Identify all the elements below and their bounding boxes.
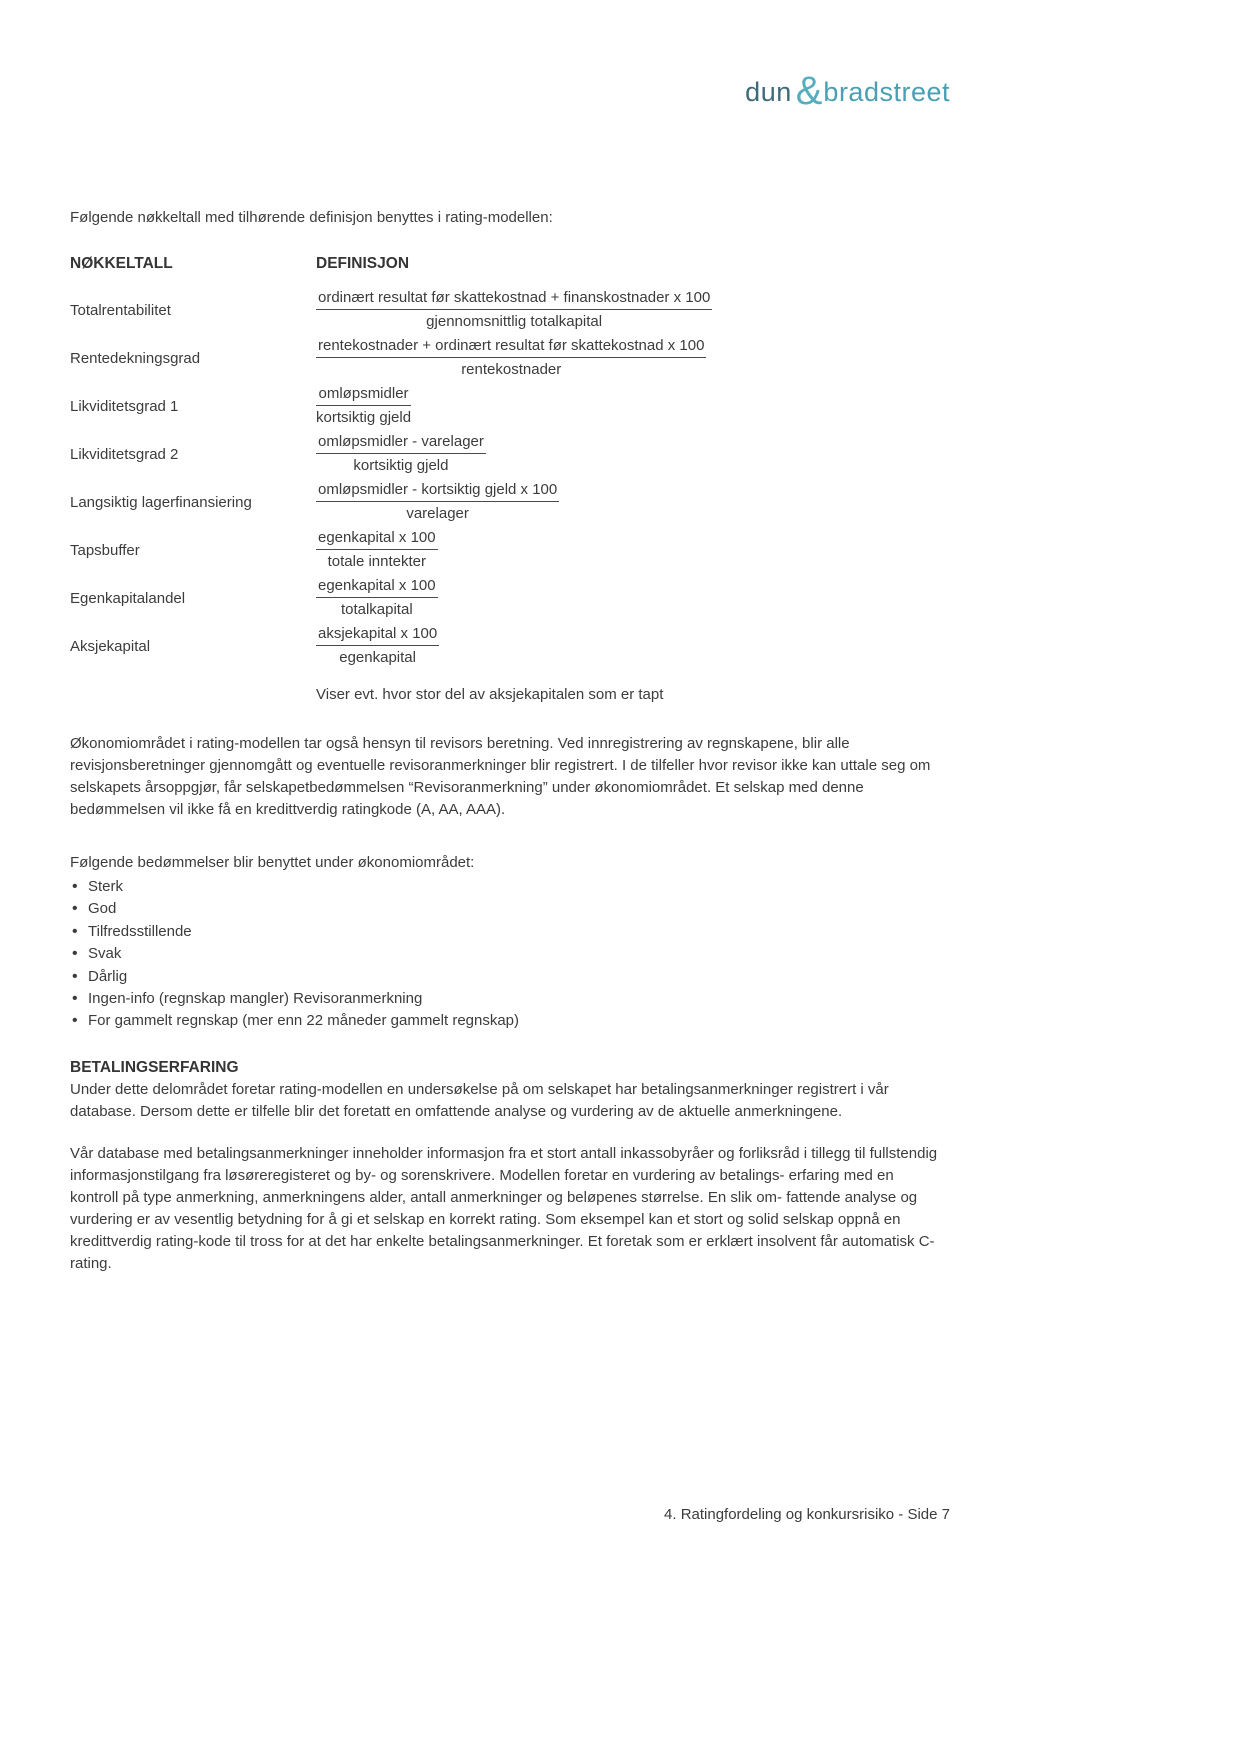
key-figures-table-header <box>70 255 941 273</box>
table-row <box>70 624 941 668</box>
fraction <box>316 384 411 428</box>
ratio-label: Totalrentabilitet <box>70 301 171 319</box>
table-header-definisjon: DEFINISJON <box>316 255 410 272</box>
fraction-numerator: egenkapital x 100 <box>316 528 438 550</box>
fraction <box>316 624 439 668</box>
list-item: • For gammelt regnskap (mer enn 22 måneder gammelt regnskap) <box>70 1010 941 1032</box>
list-item: • Dårlig <box>70 966 941 988</box>
fraction-numerator: omløpsmidler - varelager <box>316 432 486 454</box>
fraction-denominator: kortsiktig gjeld <box>316 409 412 426</box>
fraction-denominator: egenkapital <box>339 649 416 666</box>
list-item: • Tilfredsstillende <box>70 921 941 943</box>
betalingserfaring-paragraph-2: Vår database med betalingsanmerkninger inneholder informasjon fra et stort antall inkassobyråer og forliksråd i tillegg til fullstendig informasjonstilgang fra løsøreregisteret og by- og sorenskrivere. Modellen foretar en vurdering av betalings- erfaring med en kontroll på type anmerkning, anmerkningens alder, antall anmerkninger og beløpenes størrelse. En slik om- fattende analyse og vurdering er av vesentlig betydning for å gi et selskap en korrekt rating. Som eksempel kan et stort og solid selskap oppnå en kredittverdig rating-kode til tross for at det har enkelte betalingsanmerkninger. Et foretak som er erklært insolvent får automatisk C-rating. <box>70 1144 938 1272</box>
fraction-denominator: totalkapital <box>340 601 413 618</box>
fraction-numerator: ordinært resultat før skattekostnad + finanskostnader x 100 <box>316 288 712 310</box>
ratio-label: Egenkapitalandel <box>70 589 186 607</box>
fraction <box>316 528 438 572</box>
fraction <box>316 480 559 524</box>
logo-ampersand-icon: & <box>795 69 823 113</box>
fraction-denominator: gjennomsnittlig totalkapital <box>426 313 603 330</box>
ratio-label: Aksjekapital <box>70 637 151 655</box>
table-row <box>70 288 941 332</box>
ratio-label: Langsiktig lagerfinansiering <box>70 493 252 511</box>
table-row <box>70 336 941 380</box>
fraction-numerator: egenkapital x 100 <box>316 576 438 598</box>
bedommelser-list <box>70 876 941 1033</box>
table-header-nokkeltall: NØKKELTALL <box>70 255 173 272</box>
ratio-label: Rentedekningsgrad <box>70 349 201 367</box>
fraction-denominator: kortsiktig gjeld <box>353 457 449 474</box>
list-item: • Svak <box>70 943 941 965</box>
betalingserfaring-paragraph-1: Under dette delområdet foretar rating-modellen en undersøkelse på om selskapet har betalingsanmerkninger registrert i vår database. Dersom dette er tilfelle blir det foretatt en omfattende analyse og vurdering av de aktuelle anmerkningene. <box>70 1080 889 1120</box>
fraction <box>316 576 438 620</box>
bedommelser-intro: Følgende bedømmelser blir benyttet under økonomiområdet: <box>70 854 475 871</box>
table-row <box>70 480 941 524</box>
key-figures-table <box>70 288 941 706</box>
page-footer: 4. Ratingfordeling og konkursrisiko - Side 7 <box>664 1506 950 1523</box>
ratio-label: Tapsbuffer <box>70 541 140 559</box>
ratio-label: Likviditetsgrad 2 <box>70 445 179 463</box>
list-item: • Ingen-info (regnskap mangler) Revisoranmerkning <box>70 988 941 1010</box>
logo-text-dun: dun <box>745 77 792 107</box>
fraction-denominator: varelager <box>406 505 469 522</box>
intro-text: Følgende nøkkeltall med tilhørende definisjon benyttes i rating-modellen: <box>70 209 553 226</box>
fraction-numerator: omløpsmidler - kortsiktig gjeld x 100 <box>316 480 559 502</box>
ratio-label: Likviditetsgrad 1 <box>70 397 179 415</box>
fraction-denominator: rentekostnader <box>461 361 562 378</box>
dun-bradstreet-logo <box>745 68 950 113</box>
fraction <box>316 288 712 332</box>
list-item: • God <box>70 898 941 920</box>
betalingserfaring-heading: BETALINGSERFARING <box>70 1058 239 1076</box>
table-row <box>70 384 941 428</box>
aksjekapital-note: Viser evt. hvor stor del av aksjekapitalen som er tapt <box>316 686 664 703</box>
fraction <box>316 336 706 380</box>
table-row <box>70 432 941 476</box>
fraction-numerator: aksjekapital x 100 <box>316 624 439 646</box>
fraction <box>316 432 486 476</box>
table-row <box>70 528 941 572</box>
fraction-denominator: totale inntekter <box>327 553 426 570</box>
list-item: • Sterk <box>70 876 941 898</box>
table-row <box>70 576 941 620</box>
okonomi-paragraph: Økonomiområdet i rating-modellen tar også hensyn til revisors beretning. Ved innregistrering av regnskapene, blir alle revisjonsberetninger gjennomgått og eventuelle revisoranmerkninger blir registrert. I de tilfeller hvor revisor ikke kan uttale seg om selskapets årsoppgjør, får selskapetbedømmelsen “Revisoranmerkning” under økonomiområdet. Et selskap med denne bedømmelsen vil ikke få en kredittverdig ratingkode (A, AA, AAA). <box>70 735 931 818</box>
fraction-numerator: rentekostnader + ordinært resultat før skattekostnad x 100 <box>316 336 706 358</box>
logo-text-bradstreet: bradstreet <box>823 77 950 107</box>
fraction-numerator: omløpsmidler <box>316 384 411 406</box>
